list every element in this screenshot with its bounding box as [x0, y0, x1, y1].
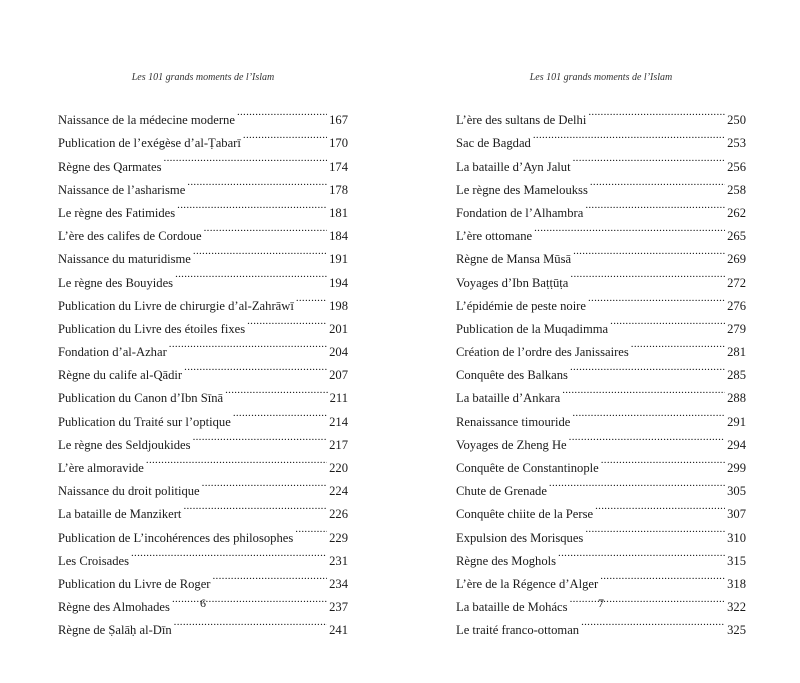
toc-entry-page: 226	[329, 507, 348, 522]
toc-entry-title: Publication de L’incohérences des philosophes	[58, 530, 294, 545]
dot-leader	[581, 611, 725, 634]
dot-leader	[187, 171, 327, 194]
dot-leader	[595, 495, 725, 518]
toc-entry-title: Voyages de Zheng He	[456, 437, 567, 452]
toc-entry-title: La bataille de Mohács	[456, 600, 568, 615]
dot-leader	[247, 310, 327, 333]
toc-entry-page: 250	[727, 113, 746, 128]
dot-leader	[202, 472, 327, 495]
dot-leader	[233, 402, 327, 425]
dot-leader	[243, 124, 327, 147]
toc-entry-title: Sac de Bagdad	[456, 136, 531, 151]
toc-entry-page: 224	[329, 484, 348, 499]
toc-entry-page: 307	[727, 507, 746, 522]
toc-entry-page: 281	[727, 345, 746, 360]
dot-leader	[169, 333, 327, 356]
toc-entry-page: 207	[329, 368, 348, 383]
dot-leader	[174, 611, 327, 634]
toc-entry-title: Publication de l’exégèse d’al-Ṭabarī	[58, 136, 241, 151]
dot-leader	[585, 194, 725, 217]
toc-entry-title: Le règne des Fatimides	[58, 205, 176, 220]
dot-leader	[164, 147, 328, 170]
dot-leader	[573, 147, 726, 170]
toc-entry-title: Le règne des Bouyides	[58, 275, 174, 290]
toc-entry-title: Conquête chiite de la Perse	[456, 507, 594, 522]
toc-entry-page: 191	[329, 252, 348, 267]
toc-entry-page: 170	[329, 136, 348, 151]
page-number: 7	[598, 596, 604, 610]
dot-leader	[533, 124, 725, 147]
toc-entry-page: 305	[727, 484, 746, 499]
toc-entry-page: 272	[727, 275, 746, 290]
toc-entry-title: Renaissance timouride	[456, 414, 571, 429]
toc-entry-title: Publication de la Muqadimma	[456, 321, 609, 336]
toc-entry-page: 269	[727, 252, 746, 267]
toc-entry-page: 253	[727, 136, 746, 151]
dot-leader	[534, 217, 725, 240]
toc-entry-page: 299	[727, 461, 746, 475]
toc-entry-title: Chute de Grenade	[456, 484, 547, 499]
running-head: Les 101 grands moments de l’Islam	[529, 72, 673, 83]
dot-leader	[573, 240, 725, 263]
toc-entry-title: La bataille d’Ayn Jalut	[456, 159, 571, 174]
toc-entry-page: 237	[329, 600, 348, 615]
toc-entry-title: L’épidémie de peste noire	[456, 298, 586, 313]
toc-entry-title: L’ère de la Régence d’Alger	[456, 576, 599, 591]
left-page	[58, 0, 348, 683]
toc-entry-page: 285	[727, 368, 746, 383]
toc-entry-page: 258	[727, 182, 746, 197]
toc-entry-page: 198	[329, 298, 348, 313]
toc-entry-page: 204	[329, 345, 348, 360]
dot-leader	[549, 472, 725, 495]
toc-entry-page: 229	[329, 530, 348, 545]
toc-entry-title: Publication du Livre des étoiles fixes	[58, 321, 246, 336]
toc-entry-title: Le règne des Seldjoukides	[58, 437, 191, 452]
toc-entry-page: 310	[727, 530, 746, 545]
dot-leader	[225, 379, 327, 402]
dot-leader	[183, 495, 327, 518]
toc-entry-title: L’ère des sultans de Delhi	[456, 113, 587, 128]
toc-entry-page: 174	[329, 159, 348, 174]
dot-leader	[585, 518, 725, 541]
toc-entry-title: Naissance du maturidisme	[58, 252, 191, 267]
toc-entry-title: Publication du Livre de chirurgie d’al-Zahrāwī	[58, 298, 294, 313]
toc-entry-page: 279	[727, 321, 746, 336]
toc-entry	[58, 101, 348, 128]
toc-entry-page: 241	[329, 623, 348, 638]
toc-entry-title: Fondation d’al-Azhar	[58, 345, 167, 360]
toc-entry-title: Naissance de la médecine moderne	[58, 113, 235, 128]
running-head: Les 101 grands moments de l’Islam	[131, 72, 275, 83]
toc-entry-title: Publication du Canon d’Ibn Sīnā	[58, 391, 224, 406]
dot-leader	[204, 217, 328, 240]
dot-leader	[131, 542, 327, 565]
toc-entry-title: Règne du calife al-Qādir	[58, 368, 183, 383]
toc-entry-page: 262	[727, 205, 746, 220]
right-page	[456, 0, 746, 683]
toc-entry-title: Publication du Traité sur l’optique	[58, 414, 231, 429]
toc-entry-page: 318	[727, 576, 746, 591]
dot-leader	[569, 426, 725, 449]
toc-entry-title: Les Croisades	[58, 553, 129, 568]
toc-entry-page: 288	[727, 391, 746, 406]
dot-leader	[193, 240, 327, 263]
dot-leader	[146, 449, 327, 472]
toc-entry-title: Création de l’ordre des Janissaires	[456, 345, 629, 360]
dot-leader	[558, 542, 725, 565]
toc-entry-title: Le règne des Mameloukss	[456, 182, 588, 197]
toc-entry-page: 184	[329, 229, 348, 244]
toc-entry-title: La bataille d’Ankara	[456, 391, 561, 406]
toc-entry-title: Règne des Almohades	[58, 600, 170, 615]
toc-entry-page: 294	[727, 437, 746, 452]
toc-entry-page: 167	[329, 113, 348, 128]
toc-entry-title: Règne des Moghols	[456, 553, 557, 568]
toc-entry-title: L’ère ottomane	[456, 229, 533, 244]
toc-entry-title: Expulsion des Morisques	[456, 530, 584, 545]
dot-leader	[177, 194, 327, 217]
dot-leader	[572, 402, 725, 425]
toc-entry-page: 181	[329, 205, 348, 220]
toc-entry-title: La bataille de Manzikert	[58, 507, 182, 522]
toc-entry	[456, 101, 746, 128]
dot-leader	[590, 171, 725, 194]
dot-leader	[237, 101, 327, 124]
toc-entry-title: Règne des Qarmates	[58, 159, 162, 174]
toc-entry-title: Règne de Mansa Mūsā	[456, 252, 572, 267]
table-of-contents	[58, 101, 348, 638]
dot-leader	[175, 263, 327, 286]
dot-leader	[588, 287, 725, 310]
dot-leader	[193, 426, 328, 449]
dot-leader	[184, 356, 327, 379]
toc-entry-page: 231	[329, 553, 348, 568]
dot-leader	[562, 379, 725, 402]
toc-entry-page: 276	[727, 298, 746, 313]
toc-entry-title: Naissance du droit politique	[58, 484, 200, 499]
dot-leader	[600, 565, 725, 588]
toc-entry-page: 214	[329, 414, 348, 429]
toc-entry-page: 211	[329, 391, 348, 406]
toc-entry-title: Conquête de Constantinople	[456, 461, 599, 475]
dot-leader	[610, 310, 725, 333]
toc-entry-title: Voyages d’Ibn Baṭṭūṭa	[456, 275, 569, 290]
toc-entry-page: 256	[727, 159, 746, 174]
toc-entry-page: 178	[329, 182, 348, 197]
toc-entry-page: 322	[727, 600, 746, 615]
dot-leader	[601, 449, 725, 472]
toc-entry-page: 201	[329, 321, 348, 336]
dot-leader	[570, 263, 725, 286]
toc-entry-title: Règne de Ṣalāḥ al-Dīn	[58, 623, 172, 638]
toc-entry-page: 220	[329, 461, 348, 475]
toc-entry-page: 234	[329, 576, 348, 591]
toc-entry-page: 291	[727, 414, 746, 429]
toc-entry-page: 217	[329, 437, 348, 452]
toc-entry-title: Publication du Livre de Roger	[58, 576, 211, 591]
dot-leader	[295, 518, 327, 541]
page-number: 6	[200, 596, 206, 610]
dot-leader	[213, 565, 328, 588]
toc-entry-title: Conquête des Balkans	[456, 368, 568, 383]
dot-leader	[570, 356, 725, 379]
dot-leader	[631, 333, 725, 356]
toc-entry-title: Naissance de l’asharisme	[58, 182, 186, 197]
toc-entry-title: Le traité franco-ottoman	[456, 623, 580, 638]
toc-entry-title: L’ère des califes de Cordoue	[58, 229, 202, 244]
toc-entry-title: Fondation de l’Alhambra	[456, 205, 584, 220]
toc-entry-page: 325	[727, 623, 746, 638]
toc-entry-page: 194	[329, 275, 348, 290]
toc-entry-title: L’ère almoravide	[58, 461, 144, 475]
table-of-contents	[456, 101, 746, 638]
toc-entry-page: 265	[727, 229, 746, 244]
toc-entry-page: 315	[727, 553, 746, 568]
dot-leader	[588, 101, 725, 124]
dot-leader	[296, 287, 327, 310]
